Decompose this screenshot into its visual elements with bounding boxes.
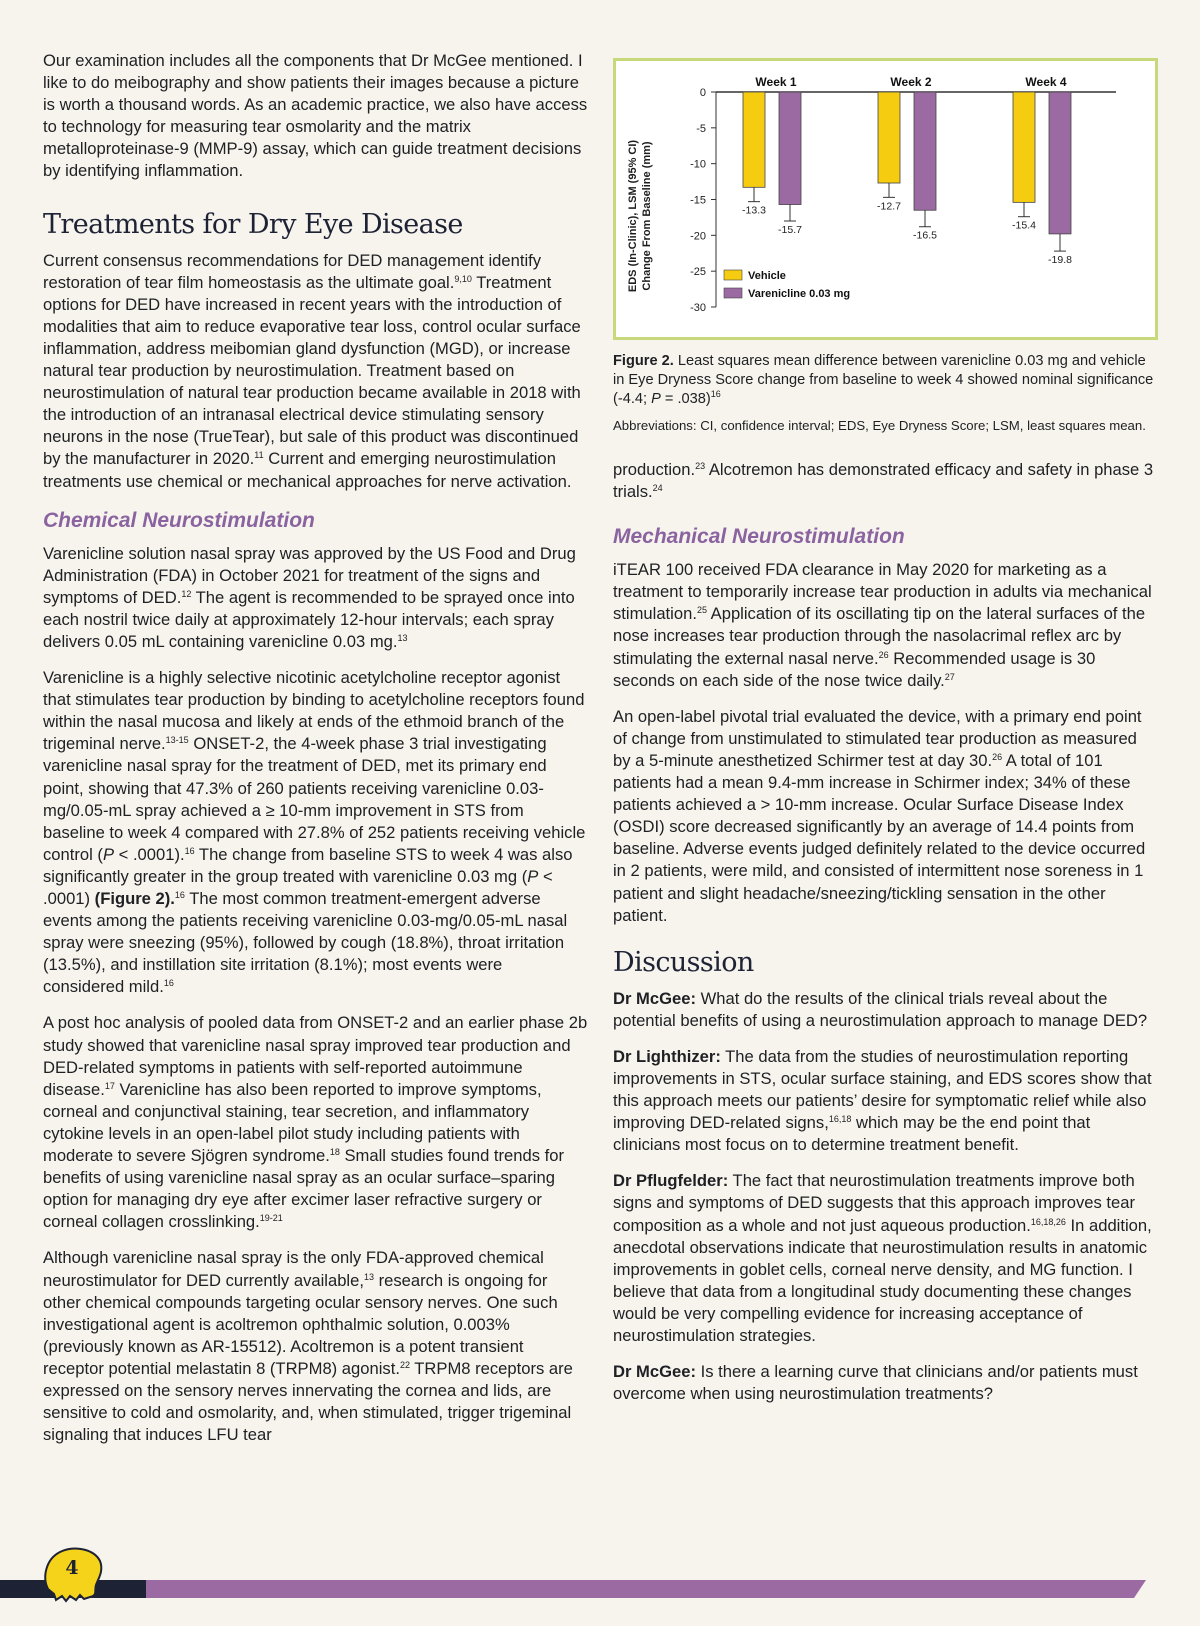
y-tick-label: -5 [696,122,706,135]
y-tick-label: -20 [690,230,706,243]
data-label: -16.5 [913,229,937,242]
continued-paragraph [613,459,1158,503]
chem-paragraph-1 [43,543,588,653]
citation: 27 [944,671,955,682]
data-label: -15.7 [778,224,802,236]
y-axis-label-line2: Change From Baseline (mm) [641,141,653,291]
figure-2-chart [613,58,1158,340]
citation: 23 [695,461,706,471]
bar [779,92,801,205]
citation: 16 [710,389,721,399]
citation: 13 [363,1271,374,1282]
right-column [613,58,1158,1419]
citation: 16 [163,978,174,989]
y-tick-label: 0 [699,87,706,99]
text-run: Current consensus recommendations for DED management identify restoration of tear film homeostasis as the ultimate goal. [43,250,542,292]
chem-paragraph-3 [43,1012,588,1233]
speaker-name: Dr McGee: [613,988,696,1008]
y-tick-label: -25 [690,266,706,279]
bar [743,92,765,187]
citation: 16 [174,890,185,900]
text-run: < .0001) [43,866,553,908]
citation: 26 [878,649,889,660]
footer-bar-purple [146,1580,1146,1598]
figure-label: Figure 2. [613,353,674,369]
text-run: iTEAR 100 received FDA clearance in May 2020 for marketing as a treatment to temporarily increase tear production in adults via mechanical stimulation. [613,560,1152,624]
citation: 22 [399,1359,410,1370]
text-run: Least squares mean difference between varenicline 0.03 mg and vehicle in Eye Dryness Score change from baseline to week 4 showed nominal significance (-4.4; [613,353,1154,407]
y-tick-label: -15 [690,194,706,207]
citation: 18 [329,1147,340,1158]
p-value-symbol: P [102,844,115,864]
text-run: Varenicline solution nasal spray was approved by the US Food and Drug Administration (FDA) in October 2021 for treatment of the signs and symptoms of DED. [43,543,576,607]
legend-swatch [724,288,742,298]
intro-paragraph [43,50,588,183]
legend-swatch [724,270,742,280]
citation: 26 [992,751,1003,762]
data-label: -15.4 [1012,219,1036,232]
text-run: The fact that neurostimulation treatments improve both signs and symptoms of DED suggests that this approach improves tear composition as a whole and not just aqueous production. [613,1171,1136,1235]
text-run: < .0001). [114,844,185,864]
mechanical-neurostimulation-heading: Mechanical Neurostimulation [613,525,905,549]
text-run: The agent is recommended to be sprayed once into each nostril twice daily at approximately 12-hour intervals; each spray delivers 0.05 mL containing varenicline 0.03 mg. [43,587,575,651]
citation: 17 [104,1080,115,1091]
chem-paragraph-4 [43,1247,588,1446]
text-run: In addition, anecdotal observations indicate that neurostimulation results in anatomic improvements in goblet cells, corneal nerve density, and MG function. I believe that data from a longitudinal study documenting these changes would be very compelling evidence for increasing acceptance of neurostimulation strategies. [613,1215,1152,1345]
category-label: Week 1 [755,75,797,89]
text-run: Varenicline has also been reported to improve symptoms, corneal and conjunctival staining, tear secretion, and inflammatory cytokine levels in an open-label pilot study including patients with moderate to severe Sjögren syndrome. [43,1079,542,1166]
data-label: -12.7 [877,200,901,213]
text-run: The data from the studies of neurostimulation reporting improvements in STS, ocular surface staining, and EDS scores show that this approach meets our patients’ desire for symptomatic relief while also improving DED-related signs, [613,1046,1152,1133]
text-run: The change from baseline STS to week 4 was also significantly greater in the group treated with varenicline 0.03 mg ( [43,844,573,886]
text-run: Is there a learning curve that clinicians and/or patients must overcome when using neurostimulation treatments? [613,1362,1138,1404]
speaker-name: Dr Lighthizer: [613,1046,721,1066]
data-label: -13.3 [742,204,766,217]
intro-text: Our examination includes all the components that Dr McGee mentioned. I like to do meibography and show patients their images because a picture is worth a thousand words. As an academic practice, we also have access to technology for measuring tear osmolarity and the matrix metalloproteinase-9 (MMP-9) assay, which can guide treatment decisions by identifying inflammation. [43,51,588,181]
citation: 25 [696,605,707,616]
citation: 13 [397,632,408,643]
text-run: Current and emerging neurostimulation treatments use chemical or mechanical approaches for nerve activation. [43,449,572,491]
speaker-name: Dr Pflugfelder: [613,1171,729,1191]
citation: 12 [181,588,192,599]
bar [914,92,936,210]
p-value-symbol: P [527,866,539,886]
bar [1013,92,1035,202]
citation: 16 [184,845,195,856]
text-run: What do the results of the clinical trials reveal about the potential benefits of using a neurostimulation approach to manage DED? [613,988,1148,1030]
left-column [43,50,588,1460]
text-run: A total of 101 patients had a mean 9.4-mm increase in Schirmer index; 34% of these patients achieved a > 10-mm increase. Ocular Surface Disease Index (OSDI) score decreased significantly by an average of 14.4 points from baseline. Adverse events judged definitely related to the device occurred in 2 patients, were mild, and consisted of intermittent nose soreness in 1 patient and slight headache/sneezing/tickling sensation in the other patient. [613,750,1146,925]
treatments-paragraph [43,250,588,493]
y-tick-label: -10 [690,158,706,171]
category-label: Week 2 [890,75,932,89]
text-run: ONSET-2, the 4-week phase 3 trial investigating varenicline nasal spray for the treatment of DED, met its primary end point, showing that 47.3% of 260 patients receiving varenicline 0.03-mg/0.05-mL spray achieved a ≥ 10-mm improvement in STS from baseline to week 4 compared with 27.8% of 252 patients receiving vehicle control ( [43,734,586,864]
text-run: The most common treatment-emergent adverse events among the patients receiving varenicline 0.03-mg/0.05-mL nasal spray were sneezing (95%), followed by cough (18.8%), throat irritation (13.5%), and instillation site irritation (8.1%); most events were considered mild. [43,889,568,997]
text-run: Recommended usage is 30 seconds on each side of the nose twice daily. [613,648,1096,690]
citation: 16,18,26 [1030,1216,1066,1227]
chemical-neurostimulation-heading: Chemical Neurostimulation [43,508,315,532]
text-run: Although varenicline nasal spray is the only FDA-approved chemical neurostimulator for DED currently available, [43,1248,544,1290]
text-run: A post hoc analysis of pooled data from ONSET-2 and an earlier phase 2b study showed that varenicline nasal spray improved tear production and DED-related symptoms in patients with self-reported autoimmune disease. [43,1013,588,1099]
figure-caption [613,352,1158,409]
data-label: -19.8 [1048,254,1072,267]
discussion-paragraph-1 [613,988,1158,1032]
text-run: TRPM8 receptors are expressed on the sensory nerves innervating the cornea and lids, are sensitive to cold and osmolarity, and, when stimulated, trigger trigeminal signaling that induces LFU tear [43,1358,573,1445]
speaker-name: Dr McGee: [613,1362,696,1382]
y-axis-label [627,140,653,293]
text-run: Treatment options for DED have increased in recent years with the introduction of modalities that aim to reduce evaporative tear loss, control ocular surface inflammation, address meibomian gland dysfunction (MGD), or increase natural tear production by neurostimulation. Treatment based on neurostimulation of natural tear production became available in 2018 with the introduction of an intranasal electrical device stimulating sensory neurons in the nose (TrueTear), but sale of this product was discontinued by the manufacturer in 2020. [43,272,581,469]
mech-paragraph-2 [613,706,1158,927]
category-label: Week 4 [1025,75,1067,89]
discussion-heading: Discussion [613,946,754,978]
p-value-symbol: P [651,391,661,407]
legend-label: Varenicline 0.03 mg [748,288,851,300]
discussion-paragraph-3 [613,1170,1158,1347]
text-run: An open-label pivotal trial evaluated the device, with a primary end point of change from unstimulated to stimulated tear production as measured by a 5-minute anesthetized Schirmer test at day 30. [613,706,1142,770]
citation: 11 [254,450,264,461]
page-number: 4 [65,1557,79,1579]
text-run: = .038) [660,391,711,407]
text-run: Varenicline is a highly selective nicotinic acetylcholine receptor agonist that stimulates tear production by binding to acetylcholine receptors found within the nasal mucosa and likely at ends of the ethmoid branch of the trigeminal nerve. [43,668,585,754]
citation: 16,18 [828,1114,852,1125]
discussion-paragraph-2 [613,1046,1158,1156]
text-run: production. [613,460,696,479]
text-run: Small studies found trends for benefits of using varenicline nasal spray as an ocular surface–sparing option for managing dry eye after excimer laser refractive surgery or corneal collagen crosslinking. [43,1146,565,1232]
mech-paragraph-1 [613,559,1158,692]
y-tick-label: -30 [690,302,706,314]
citation: 13-15 [165,735,189,746]
text-run: Alcotremon has demonstrated efficacy and safety in phase 3 trials. [613,460,1154,502]
text-run: which may be the end point that clinicians most focus on to determine treatment benefit. [613,1113,1091,1155]
citation: 9,10 [454,273,472,284]
citation: 24 [652,483,663,494]
chem-paragraph-2 [43,667,588,998]
text-run: Application of its oscillating tip on the lateral surfaces of the nose increases tear production through the nasolacrimal reflex arc by stimulating the external nasal nerve. [613,604,1146,668]
text-run: research is ongoing for other chemical compounds targeting ocular sensory nerves. One such investigational agent is acoltremon ophthalmic solution, 0.003% (previously known as AR-15512). Acoltremon is a potent transient receptor potential melastatin 8 (TRPM8) agonist. [43,1270,558,1378]
bar [1049,92,1071,234]
legend-label: Vehicle [748,270,786,282]
figure-reference: (Figure 2). [94,889,175,908]
bar-chart-svg [616,61,1155,337]
citation: 19-21 [259,1213,283,1224]
y-axis-label-line1: EDS (In-Clinic), LSM (95% CI) [627,139,639,293]
bar [878,92,900,183]
treatments-heading: Treatments for Dry Eye Disease [43,208,463,240]
discussion-paragraph-4 [613,1361,1158,1405]
figure-abbreviations: Abbreviations: CI, confidence interval; EDS, Eye Dryness Score; LSM, least squares mean. [613,418,1146,433]
